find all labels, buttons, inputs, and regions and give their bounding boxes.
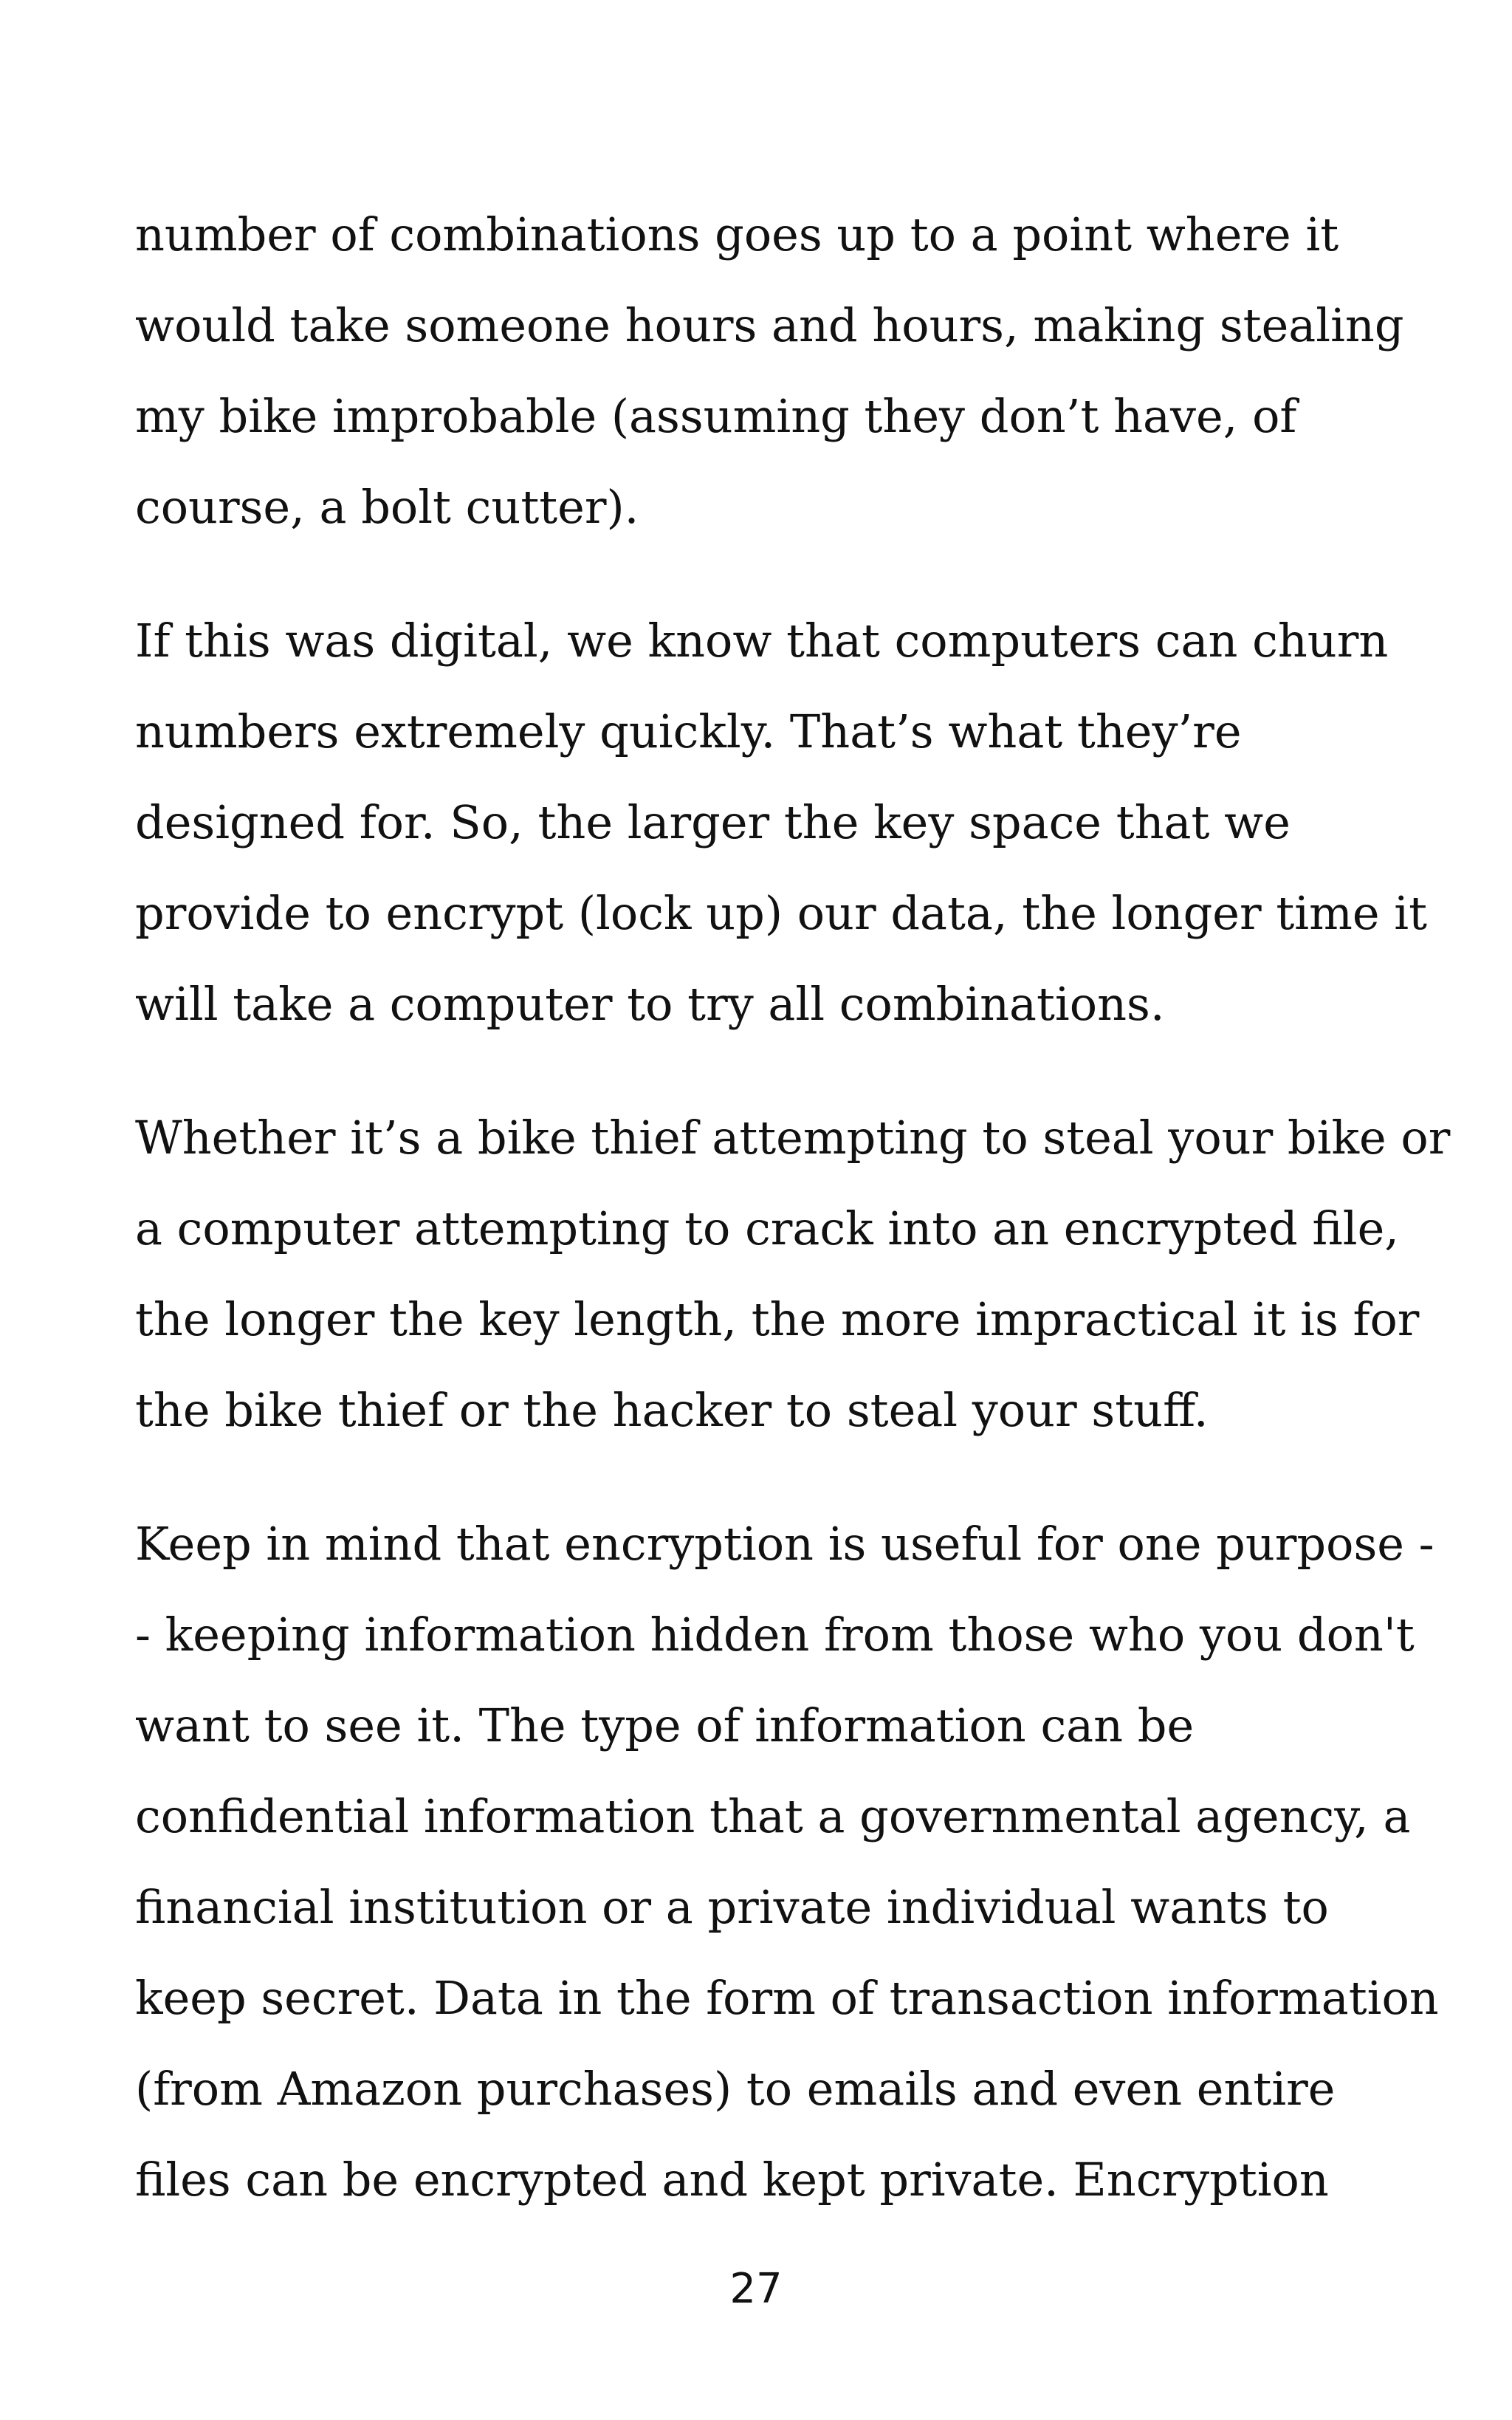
text-line: a computer attempting to crack into an encrypted file, [135, 1202, 1399, 1255]
page-number: 27 [729, 2265, 783, 2313]
text-line: will take a computer to try all combinations. [135, 977, 1165, 1031]
text-line: my bike improbable (assuming they don’t have, of [135, 389, 1297, 443]
text-line: numbers extremely quickly. That’s what they’re [135, 705, 1242, 758]
text-line: the longer the key length, the more impractical it is for [135, 1292, 1420, 1346]
text-line: Whether it’s a bike thief attempting to steal your bike or [135, 1111, 1451, 1165]
text-line: (from Amazon purchases) to emails and even entire [135, 2062, 1336, 2116]
text-line: keep secret. Data in the form of transaction information [135, 1971, 1439, 2025]
text-line: want to see it. The type of information can be [135, 1699, 1195, 1752]
paragraph-4 [135, 1498, 1439, 2225]
text-line: Keep in mind that encryption is useful for one purpose - [135, 1517, 1434, 1571]
text-line: confidential information that a governmental agency, a [135, 1789, 1411, 1843]
text-line: files can be encrypted and kept private. Encryption [135, 2153, 1329, 2207]
text-line: designed for. So, the larger the key space that we [135, 795, 1291, 849]
text-line: the bike thief or the hacker to steal your stuff. [135, 1383, 1209, 1437]
text-line: - keeping information hidden from those who you don't [135, 1608, 1415, 1662]
paragraph-3 [135, 1092, 1451, 1456]
text-line: financial institution or a private individual wants to [135, 1880, 1329, 1934]
text-line: course, a bolt cutter). [135, 480, 639, 534]
text-line: would take someone hours and hours, making stealing [135, 298, 1404, 352]
text-line: provide to encrypt (lock up) our data, the longer time it [135, 886, 1428, 940]
text-line: number of combinations goes up to a point where it [135, 208, 1339, 261]
text-line: If this was digital, we know that computers can churn [135, 614, 1389, 668]
paragraph-2 [135, 595, 1428, 1049]
body-text [135, 189, 1451, 2268]
paragraph-1 [135, 189, 1404, 552]
